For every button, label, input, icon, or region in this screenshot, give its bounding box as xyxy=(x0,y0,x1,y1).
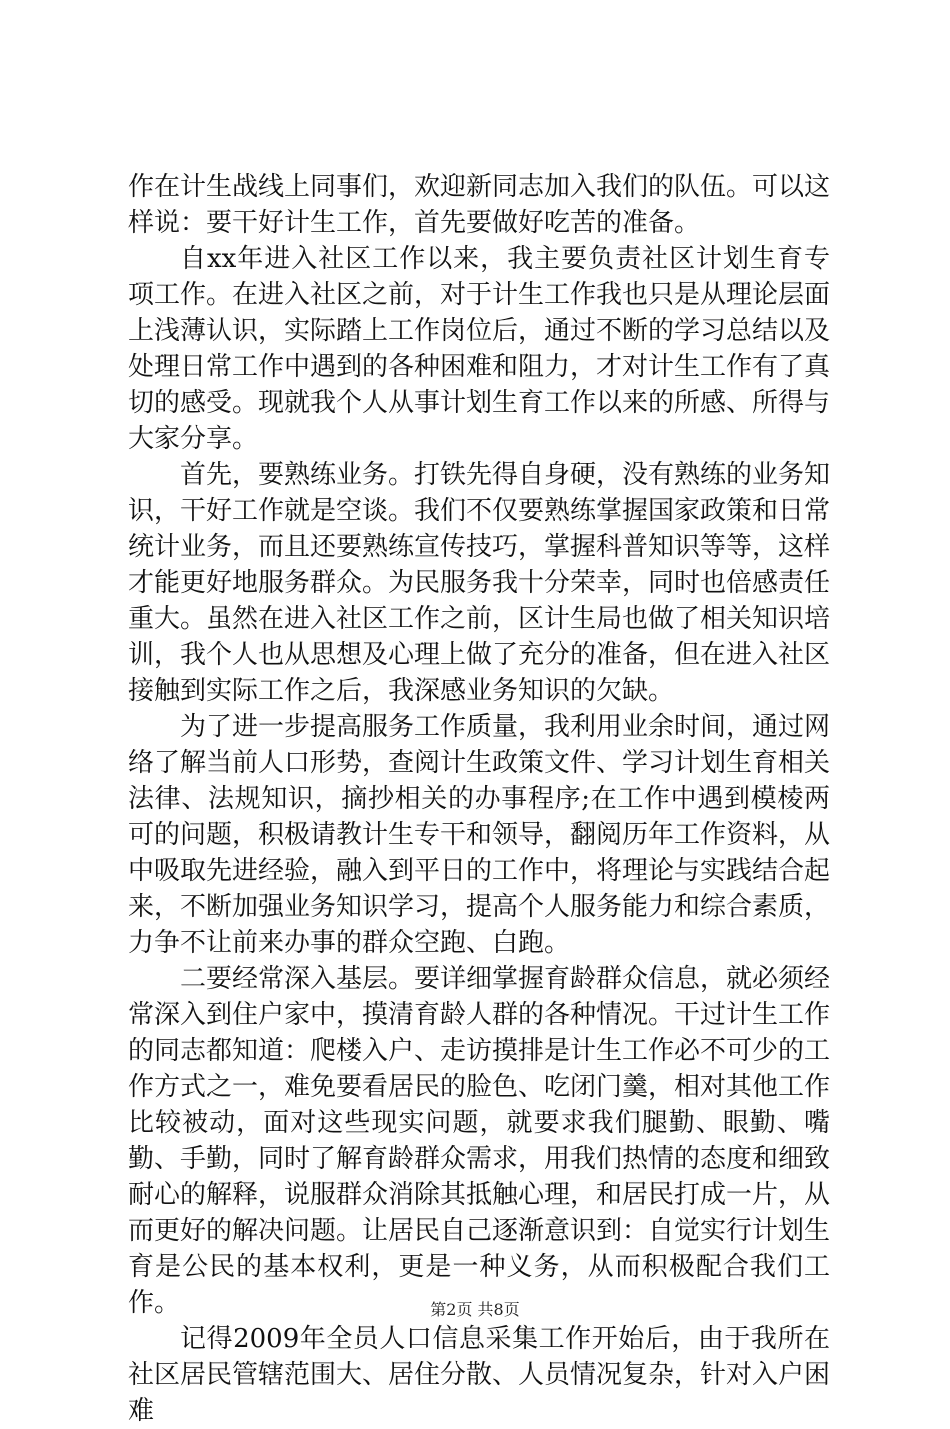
paragraph-1: 作在计生战线上同事们，欢迎新同志加入我们的队伍。可以这样说：要干好计生工作，首先要做好吃苦的准备。 xyxy=(128,172,831,238)
paragraph-3: 首先，要熟练业务。打铁先得自身硬，没有熟练的业务知识，干好工作就是空谈。我们不仅要熟练掌握国家政策和日常统计业务，而且还要熟练宣传技巧，掌握科普知识等等，这样才能更好地服务群众。为民服务我十分荣幸，同时也倍感责任重大。虽然在进入社区工作之前，区计生局也做了相关知识培训，我个人也从思想及心理上做了充分的准备，但在进入社区接触到实际工作之后，我深感业务知识的欠缺。 xyxy=(128,460,831,706)
paragraph-5: 二要经常深入基层。要详细掌握育龄群众信息，就必须经常深入到住户家中，摸清育龄人群的各种情况。干过计生工作的同志都知道：爬楼入户、走访摸排是计生工作必不可少的工作方式之一，难免要看居民的脸色、吃闭门羹，相对其他工作比较被动，面对这些现实问题，就要求我们腿勤、眼勤、嘴勤、手勤，同时了解育龄群众需求，用我们热情的态度和细致耐心的解释，说服群众消除其抵触心理，和居民打成一片，从而更好的解决问题。让居民自己逐渐意识到：自觉实行计划生育是公民的基本权利，更是一种义务，从而积极配合我们工作。 xyxy=(128,964,831,1318)
paragraph-4: 为了进一步提高服务工作质量，我利用业余时间，通过网络了解当前人口形势，查阅计生政策文件、学习计划生育相关法律、法规知识，摘抄相关的办事程序;在工作中遇到模棱两可的问题，积极请教计生专干和领导，翻阅历年工作资料，从中吸取先进经验，融入到平日的工作中，将理论与实践结合起来，不断加强业务知识学习，提高个人服务能力和综合素质，力争不让前来办事的群众空跑、白跑。 xyxy=(128,712,831,958)
document-body xyxy=(128,169,830,1429)
paragraph-6: 记得2009年全员人口信息采集工作开始后，由于我所在社区居民管辖范围大、居住分散、人员情况复杂，针对入户困难 xyxy=(128,1324,831,1426)
paragraph-2: 自xx年进入社区工作以来，我主要负责社区计划生育专项工作。在进入社区之前，对于计生工作我也只是从理论层面上浅薄认识，实际踏上工作岗位后，通过不断的学习总结以及处理日常工作中遇到的各种困难和阻力，才对计生工作有了真切的感受。现就我个人从事计划生育工作以来的所感、所得与大家分享。 xyxy=(128,244,831,454)
page-footer: 第2页 共8页 xyxy=(430,1300,520,1319)
